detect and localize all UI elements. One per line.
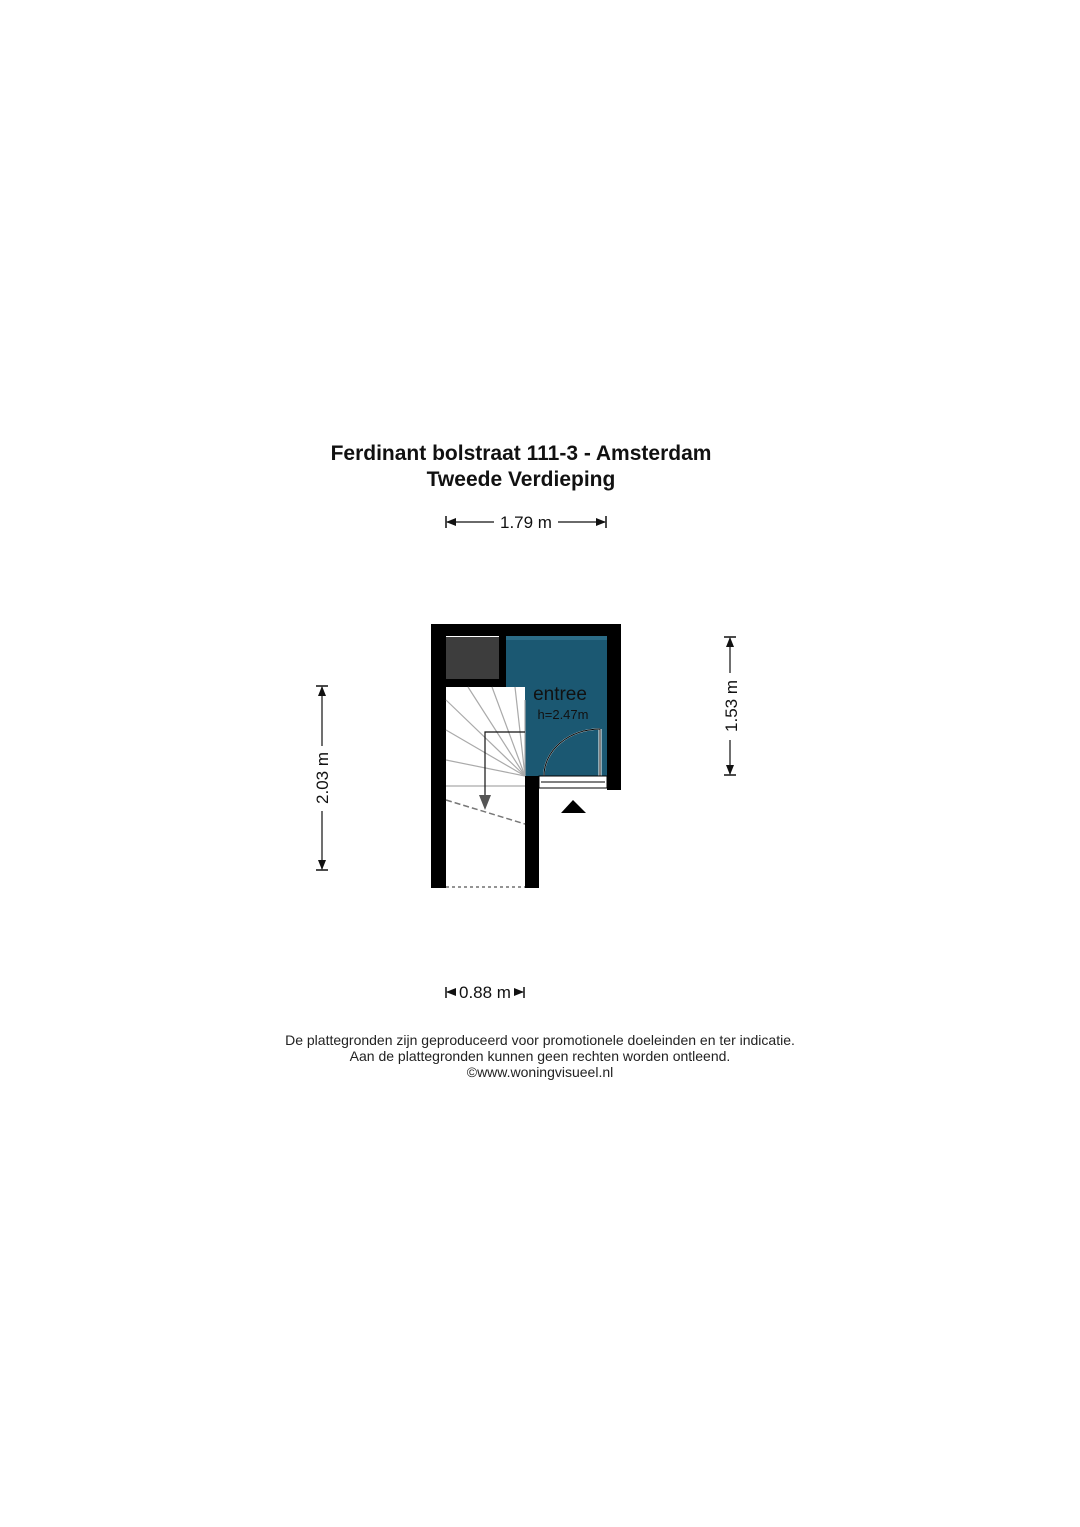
dimension-top-label: 1.79 m — [500, 513, 552, 532]
dimension-right-label: 1.53 m — [722, 680, 741, 732]
room-entree-height: h=2.47m — [537, 707, 589, 722]
dimension-right-height — [722, 637, 741, 775]
dimension-bottom-width — [446, 983, 524, 1002]
dimension-bottom-label: 0.88 m — [459, 983, 511, 1002]
storage-cupboard — [446, 637, 499, 679]
dimension-left-label: 2.03 m — [313, 752, 332, 804]
disclaimer-line-2: Aan de plattegronden kunnen geen rechten worden ontleend. — [349, 1048, 731, 1064]
copyright-line: ©www.woningvisueel.nl — [466, 1064, 614, 1080]
room-entree-label: entree — [533, 684, 587, 705]
dimension-left-height — [313, 686, 332, 870]
plan-title-address: Ferdinant bolstraat 111-3 - Amsterdam — [330, 442, 712, 465]
disclaimer-line-1: De plattegronden zijn geproduceerd voor promotionele doeleinden en ter indicatie. — [285, 1032, 795, 1048]
dimension-top-width — [446, 513, 606, 532]
plan-title-floor: Tweede Verdieping — [426, 468, 616, 491]
entrance-marker-icon — [561, 800, 586, 813]
